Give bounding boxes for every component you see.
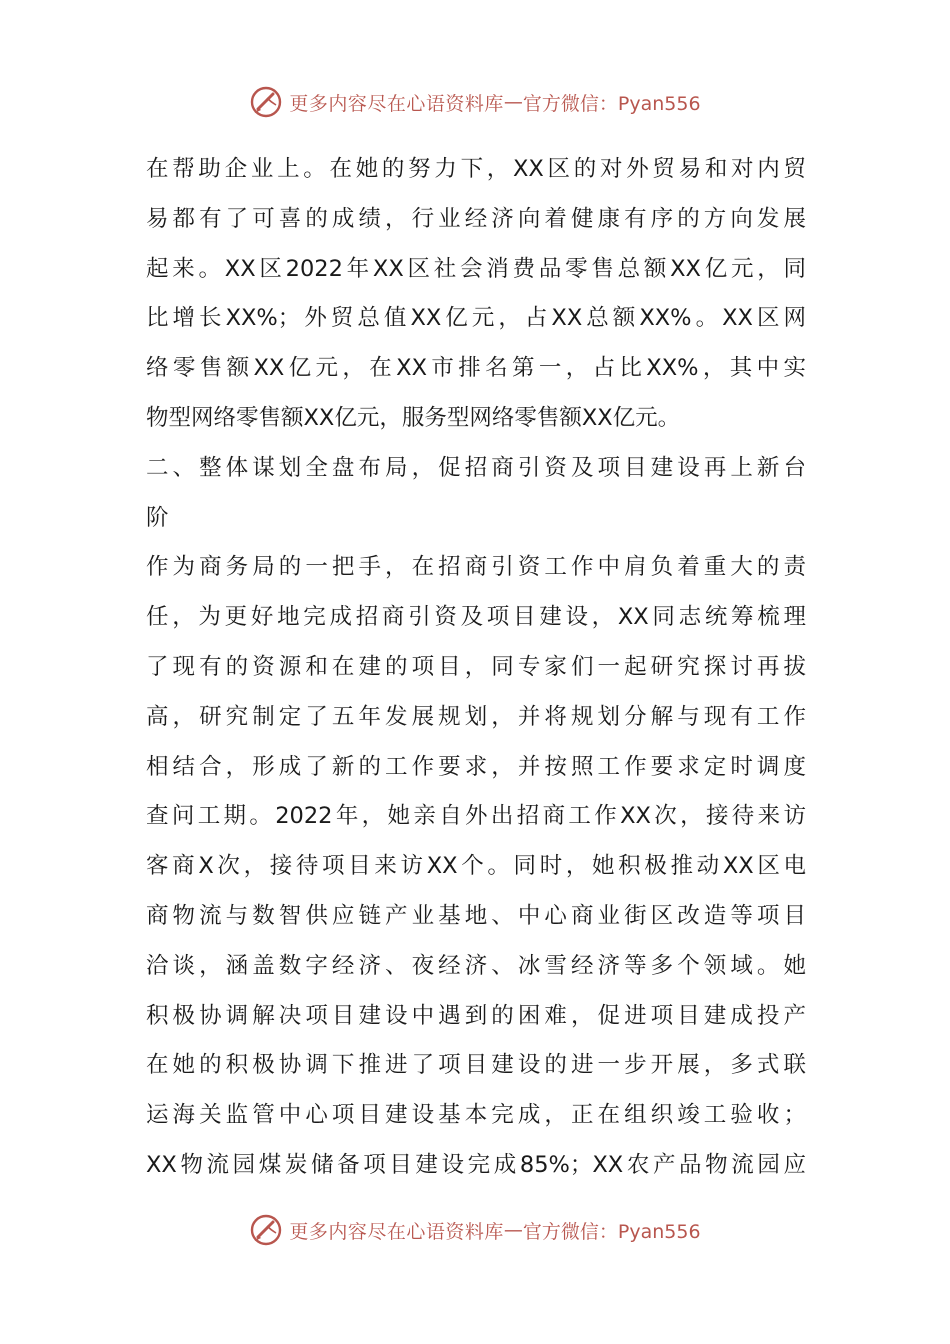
heading-line: 阶 (146, 504, 169, 531)
text-line: 物型网络零售额XX亿元，服务型网络零售额XX亿元。 (146, 404, 681, 431)
text-line: 易都有了可喜的成绩，行业经济向着健康有序的方向发展 (146, 205, 806, 232)
text-line: 客商X次，接待项目来访XX个。同时，她积极推动XX区电 (146, 853, 806, 880)
text-line: 在帮助企业上。在她的努力下，XX区的对外贸易和对内贸 (146, 156, 806, 182)
document-body (146, 145, 806, 1191)
text-line: 积极协调解决项目建设中遇到的困难，促进项目建成投产 (146, 1002, 806, 1029)
section-heading (146, 444, 806, 544)
text-line: 比增长XX%；外贸总值XX亿元，占XX总额XX%。XX区网 (146, 305, 806, 332)
text-line: 查问工期。2022年，她亲自外出招商工作XX次，接待来访 (146, 803, 806, 830)
text-line: 高，研究制定了五年发展规划，并将规划分解与现有工作 (146, 703, 806, 730)
banner-text: 更多内容尽在心语资料库 (289, 1220, 504, 1243)
paragraph-2 (146, 543, 806, 1190)
banner-wechat: 官方微信：Pyan556 (522, 1220, 701, 1243)
footer-watermark-banner (0, 1210, 950, 1250)
heading-line: 二、整体谋划全盘布局，促招商引资及项目建设再上新台 (146, 454, 806, 481)
pen-in-circle-icon (249, 85, 283, 119)
text-line: 任，为更好地完成招商引资及项目建设，XX同志统筹梳理 (146, 604, 806, 631)
pen-in-circle-icon (249, 1213, 283, 1247)
paragraph-1 (146, 145, 806, 444)
text-line: 相结合，形成了新的工作要求，并按照工作要求定时调度 (146, 753, 806, 780)
banner-separator: — (503, 91, 523, 113)
banner-text: 更多内容尽在心语资料库 (289, 92, 504, 115)
banner-wechat: 官方微信：Pyan556 (522, 92, 701, 115)
text-line: 作为商务局的一把手，在招商引资工作中肩负着重大的责 (146, 554, 806, 581)
text-line: 络零售额XX亿元，在XX市排名第一，占比XX%，其中实 (146, 355, 806, 382)
text-line: 了现有的资源和在建的项目，同专家们一起研究探讨再拔 (146, 653, 806, 680)
text-line: 运海关监管中心项目建设基本完成，正在组织竣工验收； (146, 1102, 806, 1129)
text-line: 起来。XX区2022年XX区社会消费品零售总额XX亿元，同 (146, 255, 806, 282)
banner-separator: — (503, 1219, 523, 1241)
header-watermark-banner (0, 82, 950, 122)
text-line: 洽谈，涵盖数字经济、夜经济、冰雪经济等多个领域。她 (146, 952, 806, 979)
text-line: XX物流园煤炭储备项目建设完成85%；XX农产品物流园应 (146, 1151, 806, 1178)
text-line: 在她的积极协调下推进了项目建设的进一步开展，多式联 (146, 1052, 806, 1079)
text-line: 商物流与数智供应链产业基地、中心商业街区改造等项目 (146, 902, 806, 929)
